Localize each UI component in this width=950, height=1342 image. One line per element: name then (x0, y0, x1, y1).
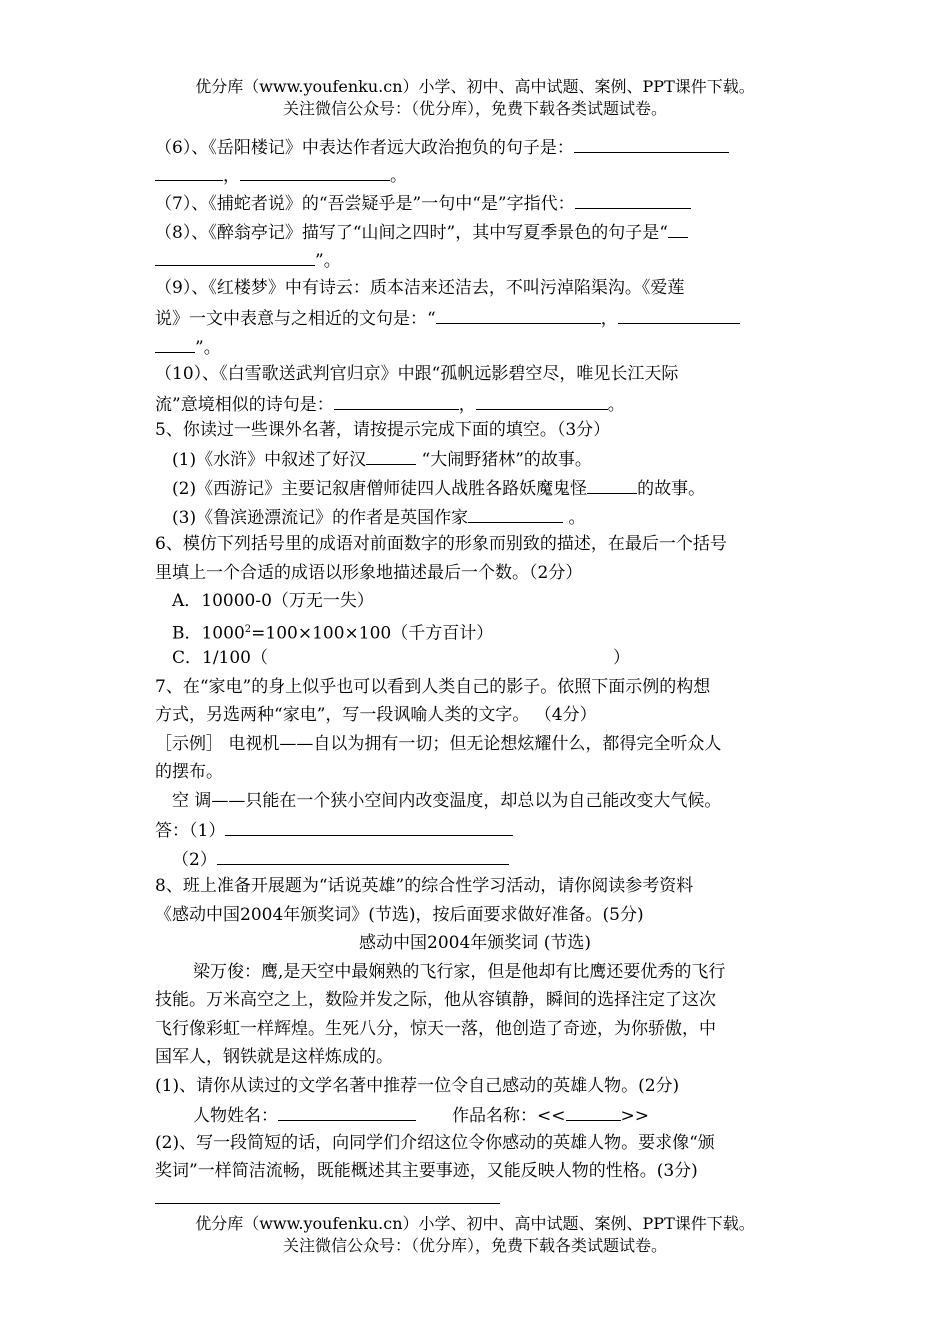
answer-blank[interactable] (574, 134, 729, 153)
footer-line-2: 关注微信公众号：（优分库），免费下载各类试题试卷。 (282, 1236, 667, 1255)
footer-line-1: 优分库（www.youfenku.cn）小学、初中、高中试题、案例、PPT课件下载。 (195, 1214, 755, 1233)
answer-blank[interactable] (618, 305, 740, 324)
section-7-answer-1: 答：（1） (155, 817, 513, 843)
hero-name-blank[interactable] (278, 1102, 416, 1121)
section-8-question-2-line-2: 奖词”一样简洁流畅，既能概述其主要事迹，又能反映人物的性格。(3分) (155, 1161, 698, 1181)
reference-paragraph-line-3: 飞行像彩虹一样辉煌。生死八分，惊天一落，他创造了奇迹，为你骄傲，中 (155, 1019, 716, 1039)
section-8-question-1: (1)、请你从读过的文学名著中推荐一位令自己感动的英雄人物。(2分) (155, 1076, 680, 1096)
question-6-line-2: ， 。 (155, 162, 407, 188)
footer-divider (155, 1203, 500, 1204)
answer-blank[interactable] (587, 475, 637, 494)
answer-blank[interactable] (436, 305, 601, 324)
section-6-option-c: C．1/100（ ） (172, 648, 630, 668)
answer-blank[interactable] (476, 391, 608, 410)
section-5-item-2: (2)《西游记》主要记叙唐僧师徒四人战胜各路妖魔鬼怪 的故事。 (172, 475, 705, 501)
section-7-line-2: 方式，另选两种“家电”，写一段讽喻人类的文字。 （4分） (155, 705, 597, 725)
reference-paragraph-line-1: 梁万俊：鹰,是天空中最娴熟的飞行家，但是他却有比鹰还要优秀的飞行 (193, 962, 726, 982)
answer-blank[interactable] (468, 504, 563, 523)
section-6-option-a: A．10000-0（万无一失） (172, 591, 374, 611)
question-9-line-1: （9）、《红楼梦》中有诗云：质本洁来还洁去，不叫污淖陷渠沟。《爱莲 (155, 278, 685, 298)
section-5-item-3: (3)《鲁滨逊漂流记》的作者是英国作家 。 (172, 504, 586, 530)
question-7: （7）、《捕蛇者说》的“吾尝疑乎是”一句中“是”字指代： (155, 190, 691, 216)
answer-blank[interactable] (240, 162, 390, 181)
question-6-line-1: （6）、《岳阳楼记》中表达作者远大政治抱负的句子是： (155, 134, 729, 160)
question-10-line-1: （10）、《白雪歌送武判官归京》中跟“孤帆远影碧空尽，唯见长江天际 (155, 364, 679, 384)
section-6-line-2: 里填上一个合适的成语以形象地描述最后一个数。（2分） (155, 563, 583, 583)
section-8-line-2: 《感动中国2004年颁奖词》(节选)，按后面要求做好准备。(5分) (155, 905, 644, 925)
answer-blank[interactable] (155, 162, 223, 181)
question-8-line-1: （8）、《醉翁亭记》描写了“山间之四时”，其中写夏季景色的句子是“ (155, 219, 688, 245)
answer-blank[interactable] (155, 334, 195, 353)
section-6-line-1: 6、模仿下列括号里的成语对前面数字的形象而别致的描述，在最后一个括号 (155, 534, 727, 554)
reference-paragraph-line-2: 技能。万米高空之上，数险并发之际，他从容镇静，瞬间的选择注定了这次 (155, 990, 716, 1010)
header-line-1: 优分库（www.youfenku.cn）小学、初中、高中试题、案例、PPT课件下载。 (195, 77, 755, 96)
answer-blank[interactable] (575, 190, 691, 209)
section-8-question-2-line-1: (2)、写一段简短的话，向同学们介绍这位令你感动的英雄人物。要求像“颁 (155, 1133, 715, 1153)
answer-blank[interactable] (334, 391, 459, 410)
answer-blank[interactable] (155, 247, 315, 266)
question-10-line-2: 流”意境相似的诗句是： ， 。 (155, 391, 625, 417)
header-line-2: 关注微信公众号：（优分库），免费下载各类试题试卷。 (282, 99, 667, 118)
section-7-line-1: 7、在“家电”的身上似乎也可以看到人类自己的影子。依照下面示例的构想 (155, 677, 711, 697)
section-8-answer-row: 人物姓名： 作品名称：<< >> (193, 1102, 649, 1128)
work-title-blank[interactable] (566, 1102, 621, 1121)
question-9-line-3: ”。 (155, 334, 221, 360)
section-8-line-1: 8、班上准备开展题为“话说英雄”的综合性学习活动，请你阅读参考资料 (155, 876, 694, 896)
answer-blank[interactable] (225, 817, 513, 836)
answer-blank[interactable] (217, 846, 509, 865)
reference-title: 感动中国2004年颁奖词 (节选) (359, 933, 591, 953)
section-7-example-line-1: ［示例］ 电视机——自以为拥有一切；但无论想炫耀什么，都得完全听众人 (155, 734, 722, 754)
section-5-title: 5、你读过一些课外名著，请按提示完成下面的填空。（3分） (155, 420, 611, 440)
section-5-item-1: (1)《水浒》中叙述了好汉 “大闹野猪林”的故事。 (172, 446, 592, 472)
section-6-option-b: B．$1000^2=100\times 100\times 100$（千方百计） (172, 623, 494, 644)
section-7-example-2: 空 调——只能在一个狭小空间内改变温度，却总以为自己能改变大气候。 (172, 791, 722, 811)
question-9-line-2: 说》一文中表意与之相近的文句是：“ ， (155, 305, 740, 331)
answer-blank[interactable] (668, 219, 688, 238)
reference-paragraph-line-4: 国军人，钢铁就是这样炼成的。 (155, 1047, 393, 1067)
answer-blank[interactable] (366, 446, 416, 465)
question-8-line-2: ”。 (155, 247, 341, 273)
section-7-answer-2: （2） (172, 846, 509, 872)
section-7-example-line-2: 的摆布。 (155, 762, 223, 782)
